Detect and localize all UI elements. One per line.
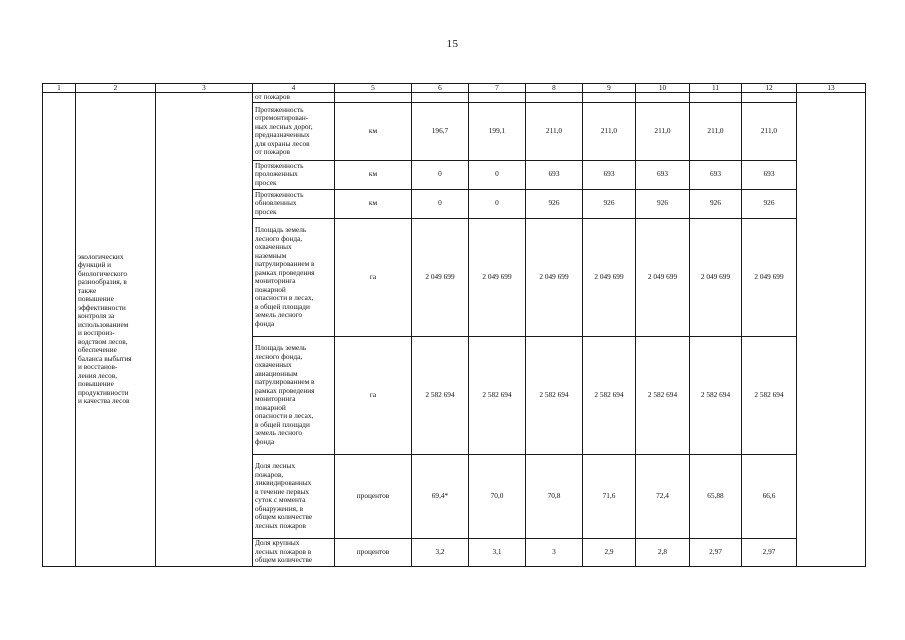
header-col-7: 7 — [469, 84, 526, 93]
value-cell-col-6: 2 049 699 — [412, 218, 469, 336]
page-number: 15 — [446, 38, 459, 50]
value-cell-col-10: 693 — [636, 160, 690, 189]
header-col-1: 1 — [43, 84, 76, 93]
header-col-12: 12 — [742, 84, 797, 93]
value-cell-col-9: 2,9 — [583, 538, 636, 566]
value-cell-col-9: 2 582 694 — [583, 336, 636, 454]
indicator-cell — [253, 189, 335, 218]
col-3-cell — [156, 93, 253, 567]
col-1-cell — [43, 93, 76, 567]
value-cell-col-6: 3,2 — [412, 538, 469, 566]
value-cell-col-12: 66,6 — [742, 454, 797, 538]
unit-cell: га — [335, 218, 412, 336]
header-col-5: 5 — [335, 84, 412, 93]
indicator-cell — [253, 454, 335, 538]
header-col-2: 2 — [76, 84, 156, 93]
value-cell-col-9: 211,0 — [583, 102, 636, 160]
value-cell-col-8: 211,0 — [526, 102, 583, 160]
value-cell-col-7: 3,1 — [469, 538, 526, 566]
indicator-text: Площадь земель лесного фонда, охваченных наземным патрулированием в рамках проведения мониторинга пожарной опасности в лесах, в общей площади земель лесного фонда — [255, 225, 315, 328]
indicator-text: Площадь земель лесного фонда, охваченных авиационным патрулированием в рамках проведения мониторинга пожарной опасности в лесах, в общей площади земель лесного фонда — [255, 343, 315, 446]
header-col-8: 8 — [526, 84, 583, 93]
value-cell-col-7: 199,1 — [469, 102, 526, 160]
header-col-9: 9 — [583, 84, 636, 93]
value-cell-col-6: 2 582 694 — [412, 336, 469, 454]
value-cell-col-10: 72,4 — [636, 454, 690, 538]
value-cell-col-7: 2 049 699 — [469, 218, 526, 336]
header-col-6: 6 — [412, 84, 469, 93]
indicator-cell — [253, 336, 335, 454]
value-cell-col-11: 2 049 699 — [690, 218, 742, 336]
value-cell-col-9: 926 — [583, 189, 636, 218]
value-cell-col-12 — [742, 93, 797, 103]
value-cell-col-12: 211,0 — [742, 102, 797, 160]
value-cell-col-11: 693 — [690, 160, 742, 189]
value-cell-col-11: 211,0 — [690, 102, 742, 160]
value-cell-col-10 — [636, 93, 690, 103]
unit-cell: га — [335, 336, 412, 454]
value-cell-col-6: 196,7 — [412, 102, 469, 160]
header-col-11: 11 — [690, 84, 742, 93]
header-row — [43, 84, 866, 93]
value-cell-col-11: 926 — [690, 189, 742, 218]
indicator-text: Доля крупных лесных пожаров в общем количестве — [255, 538, 313, 565]
unit-cell: процентов — [335, 454, 412, 538]
value-cell-col-8: 2 582 694 — [526, 336, 583, 454]
indicator-cell — [253, 218, 335, 336]
value-cell-col-8: 70,8 — [526, 454, 583, 538]
indicator-text: Доля лесных пожаров, ликвидированных в течение первых суток с момента обнаружения, в общем количестве лесных пожаров — [255, 461, 313, 530]
unit-cell: км — [335, 102, 412, 160]
value-cell-col-6: 0 — [412, 160, 469, 189]
value-cell-col-9: 693 — [583, 160, 636, 189]
value-cell-col-11: 2,97 — [690, 538, 742, 566]
value-cell-col-11: 2 582 694 — [690, 336, 742, 454]
header-col-10: 10 — [636, 84, 690, 93]
goal-cell — [76, 93, 156, 567]
value-cell-col-10: 211,0 — [636, 102, 690, 160]
value-cell-col-10: 2,8 — [636, 538, 690, 566]
value-cell-col-7: 2 582 694 — [469, 336, 526, 454]
value-cell-col-7: 70,0 — [469, 454, 526, 538]
value-cell-col-9: 2 049 699 — [583, 218, 636, 336]
indicator-text: Протяженность обновленных просек — [255, 189, 304, 216]
value-cell-col-12: 926 — [742, 189, 797, 218]
header-col-13: 13 — [797, 84, 866, 93]
value-cell-col-6: 0 — [412, 189, 469, 218]
value-cell-col-12: 2 049 699 — [742, 218, 797, 336]
indicators-table — [42, 83, 866, 567]
value-cell-col-7: 0 — [469, 189, 526, 218]
indicator-cell — [253, 93, 335, 103]
indicator-text: от пожаров — [255, 92, 290, 101]
value-cell-col-8: 3 — [526, 538, 583, 566]
value-cell-col-10: 2 049 699 — [636, 218, 690, 336]
value-cell-col-11 — [690, 93, 742, 103]
value-cell-col-7 — [469, 93, 526, 103]
value-cell-col-10: 926 — [636, 189, 690, 218]
value-cell-col-8: 2 049 699 — [526, 218, 583, 336]
unit-cell: процентов — [335, 538, 412, 566]
unit-cell: км — [335, 160, 412, 189]
value-cell-col-7: 0 — [469, 160, 526, 189]
value-cell-col-8: 693 — [526, 160, 583, 189]
value-cell-col-8 — [526, 93, 583, 103]
unit-cell — [335, 93, 412, 103]
unit-cell: км — [335, 189, 412, 218]
value-cell-col-6: 69,4* — [412, 454, 469, 538]
indicator-text: Протяженность проложенных просек — [255, 160, 304, 187]
col-13-cell — [797, 93, 866, 567]
table-row — [43, 93, 866, 103]
value-cell-col-9 — [583, 93, 636, 103]
value-cell-col-12: 693 — [742, 160, 797, 189]
value-cell-col-8: 926 — [526, 189, 583, 218]
indicator-text: Протяженность отремонтирован- ных лесных дорог, предназначенных для охраны лесов от пожаров — [255, 104, 313, 156]
indicator-cell — [253, 538, 335, 566]
value-cell-col-10: 2 582 694 — [636, 336, 690, 454]
value-cell-col-11: 65,88 — [690, 454, 742, 538]
indicator-cell — [253, 160, 335, 189]
value-cell-col-12: 2,97 — [742, 538, 797, 566]
value-cell-col-12: 2 582 694 — [742, 336, 797, 454]
indicator-cell — [253, 102, 335, 160]
value-cell-col-9: 71,6 — [583, 454, 636, 538]
value-cell-col-6 — [412, 93, 469, 103]
header-col-4: 4 — [253, 84, 335, 93]
goal-text: экологических функций и биологического разнообразия, в также повышение эффективности контроля за использованием и воспроиз- водством лесов, обеспечение баланса выбытия и восстанов- ления лесов, повышение продуктивности и качества лесов — [78, 251, 132, 406]
header-col-3: 3 — [156, 84, 253, 93]
table-body — [43, 93, 866, 567]
